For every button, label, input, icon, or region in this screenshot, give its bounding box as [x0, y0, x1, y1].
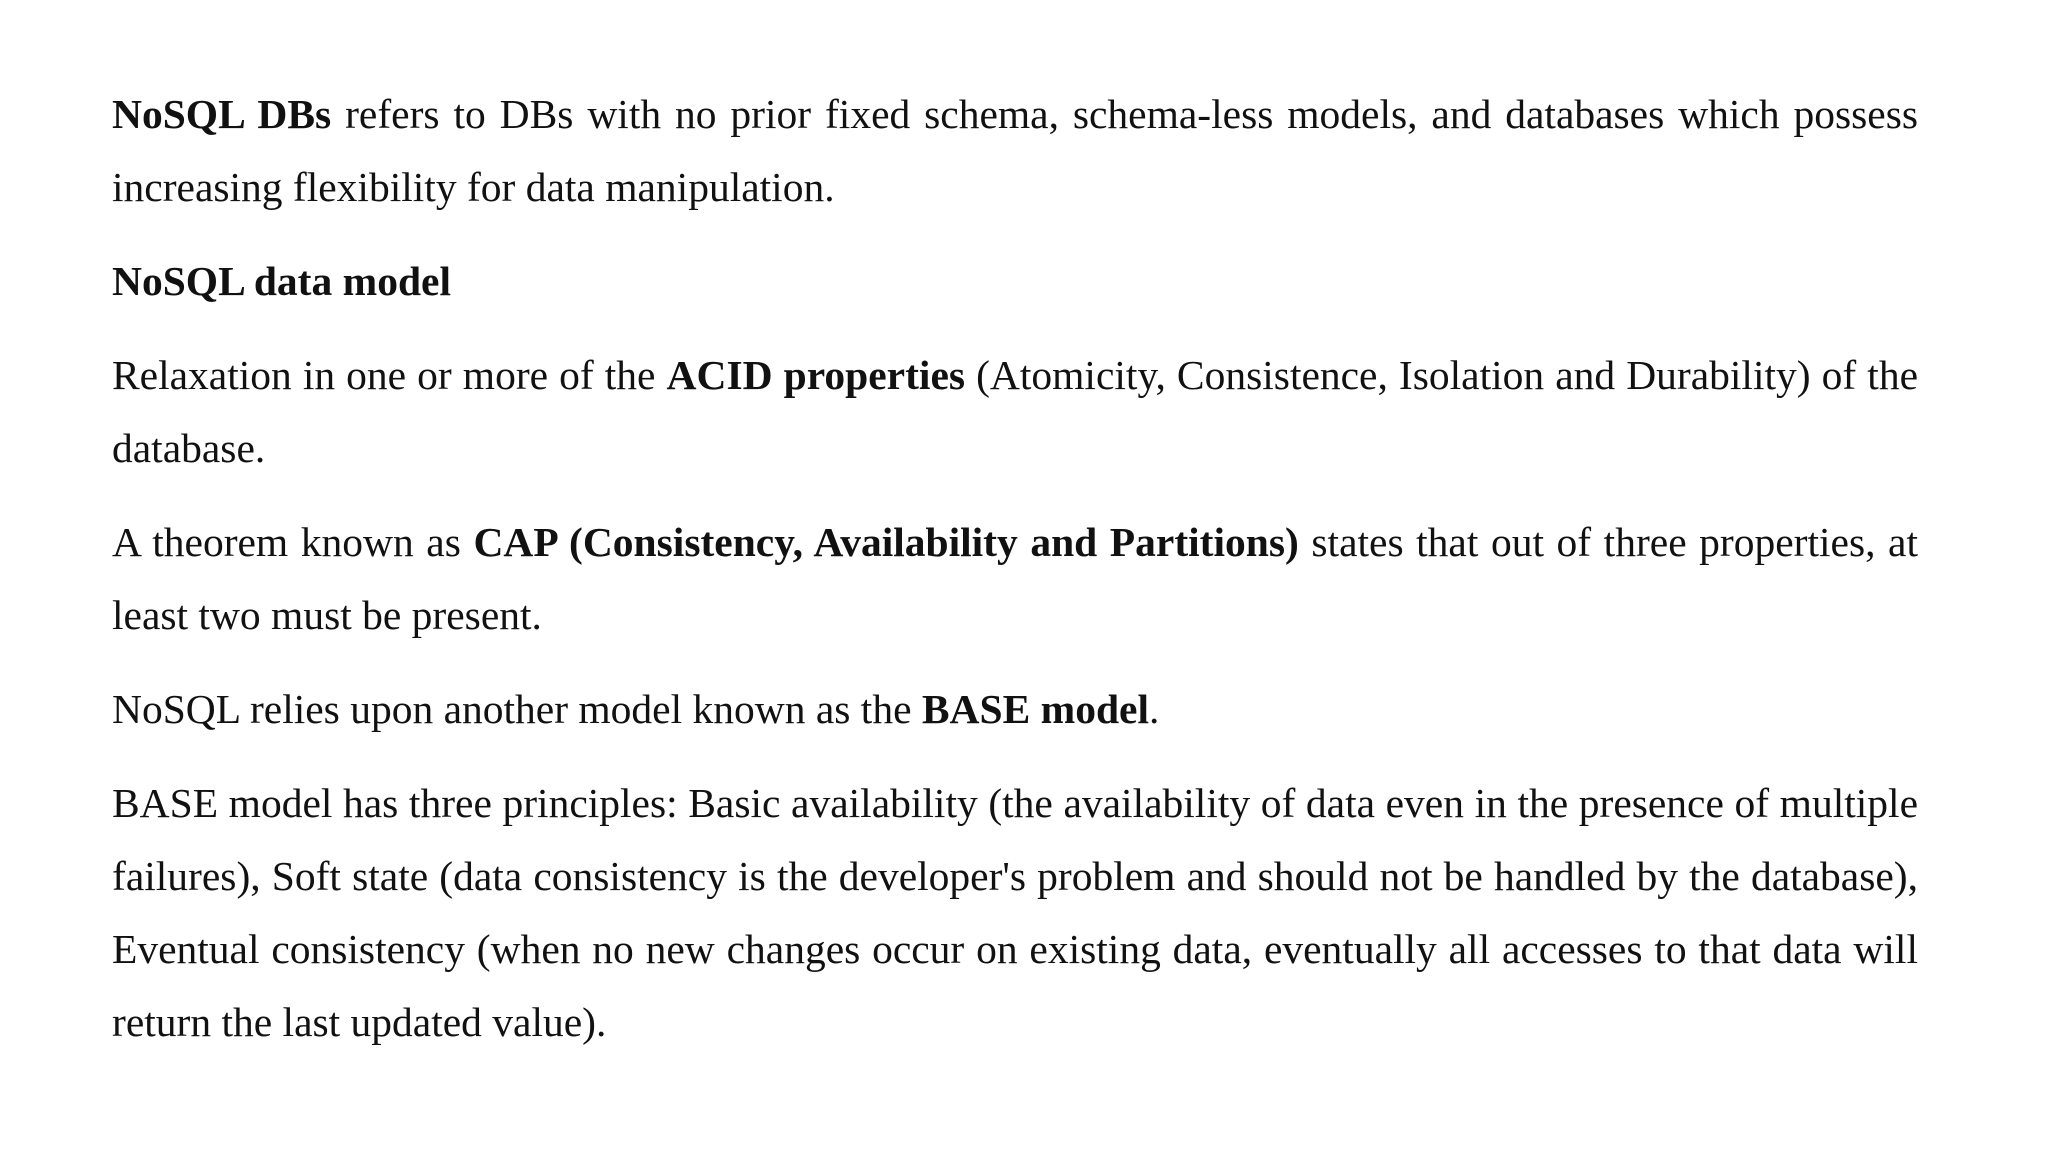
cap-paragraph: [112, 506, 1918, 652]
base-principles-paragraph: BASE model has three principles: Basic availability (the availability of data even in the presence of multiple failures), Soft state (data consistency is the developer's problem and should not be handled by the database), Eventual consistency (when no new changes occur on existing data, eventually all accesses to that data will return the last updated value).: [112, 780, 1918, 1045]
acid-term: ACID properties: [666, 352, 966, 398]
nosql-definition-text: refers to DBs with no prior fixed schema, schema-less models, and databases which possess increasing flexibility for data manipulation.: [112, 91, 1918, 210]
nosql-definition-paragraph: [112, 78, 1918, 224]
document-page: [112, 78, 1918, 1080]
cap-text-after: states that out of three properties, at least two must be present.: [112, 519, 1919, 638]
cap-term: CAP (Consistency, Availability and Partitions): [473, 519, 1299, 565]
nosql-dbs-term: NoSQL DBs: [112, 91, 332, 137]
base-text-after: .: [1149, 686, 1160, 732]
acid-paragraph: [112, 339, 1918, 485]
acid-text-after: (Atomicity, Consistence, Isolation and Durability) of the database.: [112, 352, 1918, 471]
section-heading: NoSQL data model: [112, 258, 451, 304]
base-text-before: NoSQL relies upon another model known as the: [112, 686, 922, 732]
cap-text-before: A theorem known as: [112, 519, 474, 565]
base-term: BASE model: [921, 686, 1149, 732]
base-intro-paragraph: [112, 673, 1918, 746]
acid-text-before: Relaxation in one or more of the: [112, 352, 667, 398]
